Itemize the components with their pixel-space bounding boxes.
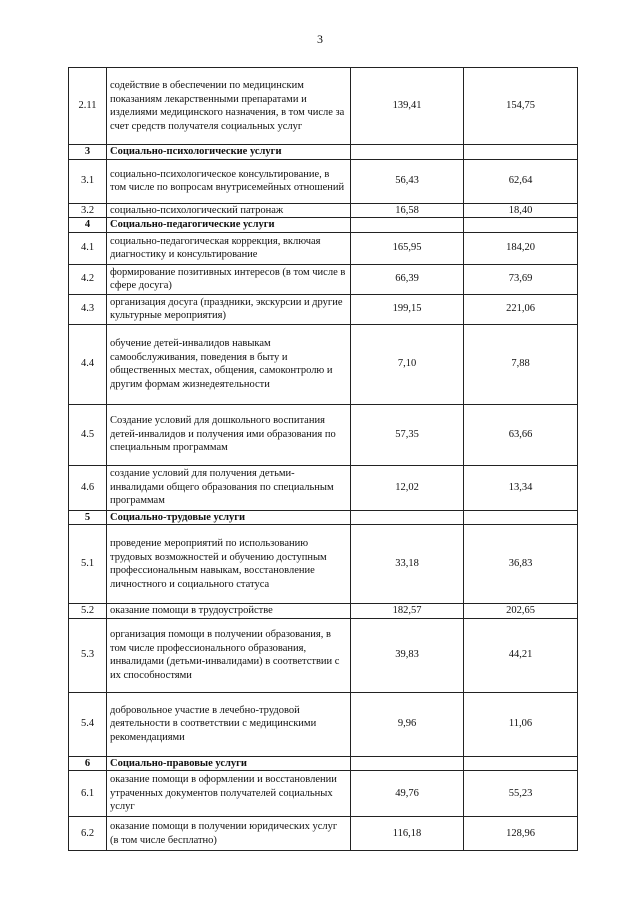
table-row [69, 525, 578, 604]
tariff-value-2: 13,34 [464, 465, 578, 510]
tariff-value-1: 7,10 [351, 324, 464, 404]
tariff-value-1: 116,18 [351, 817, 464, 851]
service-name: социально-психологическое консультирование, в том числе по вопросам внутрисемейных отношений [107, 159, 351, 203]
row-number: 5.4 [69, 692, 107, 756]
tariff-value-2 [464, 756, 578, 771]
tariff-value-1: 66,39 [351, 264, 464, 294]
service-name: оказание помощи в трудоустройстве [107, 604, 351, 619]
service-name: организация помощи в получении образования, в том числе профессионального образования, инвалидами (детьми-инвалидами) в соответствии с их способностями [107, 618, 351, 692]
row-number: 4.4 [69, 324, 107, 404]
section-row [69, 510, 578, 525]
tariff-value-2: 154,75 [464, 68, 578, 145]
service-name: содействие в обеспечении по медицинским показаниям лекарственными препаратами и изделиями медицинского назначения, в том числе за счет средств получателя социальных услуг [107, 68, 351, 145]
table-row [69, 618, 578, 692]
tariff-value-2: 18,40 [464, 203, 578, 218]
tariff-value-2: 184,20 [464, 232, 578, 264]
section-row [69, 756, 578, 771]
tariff-value-1: 9,96 [351, 692, 464, 756]
service-name: формирование позитивных интересов (в том числе в сфере досуга) [107, 264, 351, 294]
tariff-value-2 [464, 145, 578, 160]
tariff-value-1: 56,43 [351, 159, 464, 203]
table-row [69, 232, 578, 264]
row-number: 3 [69, 145, 107, 160]
tariff-value-1 [351, 756, 464, 771]
tariff-value-2: 63,66 [464, 404, 578, 465]
tariff-value-2: 128,96 [464, 817, 578, 851]
row-number: 4.1 [69, 232, 107, 264]
row-number: 3.2 [69, 203, 107, 218]
tariff-value-1: 33,18 [351, 525, 464, 604]
row-number: 6.2 [69, 817, 107, 851]
service-name: проведение мероприятий по использованию трудовых возможностей и обучению доступным профессиональным навыкам, восстановление личностного и социального статуса [107, 525, 351, 604]
service-name: социально-педагогическая коррекция, включая диагностику и консультирование [107, 232, 351, 264]
tariff-value-2: 7,88 [464, 324, 578, 404]
row-number: 6.1 [69, 771, 107, 817]
service-name: Создание условий для дошкольного воспитания детей-инвалидов и получения ими образования по специальным программам [107, 404, 351, 465]
tariff-value-1: 49,76 [351, 771, 464, 817]
tariff-value-2: 44,21 [464, 618, 578, 692]
table-row [69, 294, 578, 324]
row-number: 5.1 [69, 525, 107, 604]
tariff-value-1: 139,41 [351, 68, 464, 145]
tariff-value-2: 73,69 [464, 264, 578, 294]
section-title: Социально-педагогические услуги [107, 218, 351, 233]
tariff-value-1: 16,58 [351, 203, 464, 218]
tariff-value-1: 199,15 [351, 294, 464, 324]
table-row [69, 159, 578, 203]
tariff-value-1: 57,35 [351, 404, 464, 465]
row-number: 4 [69, 218, 107, 233]
tariff-value-2: 62,64 [464, 159, 578, 203]
section-title: Социально-трудовые услуги [107, 510, 351, 525]
tariff-value-1 [351, 510, 464, 525]
section-title: Социально-правовые услуги [107, 756, 351, 771]
tariff-value-2: 221,06 [464, 294, 578, 324]
row-number: 3.1 [69, 159, 107, 203]
row-number: 6 [69, 756, 107, 771]
row-number: 4.6 [69, 465, 107, 510]
service-name: создание условий для получения детьми-инвалидами общего образования по специальным программам [107, 465, 351, 510]
tariff-value-2: 202,65 [464, 604, 578, 619]
section-title: Социально-психологические услуги [107, 145, 351, 160]
table-row [69, 404, 578, 465]
tariff-value-2: 36,83 [464, 525, 578, 604]
row-number: 4.3 [69, 294, 107, 324]
table-row [69, 264, 578, 294]
row-number: 5.2 [69, 604, 107, 619]
tariff-value-1: 12,02 [351, 465, 464, 510]
table-row [69, 817, 578, 851]
table-row [69, 68, 578, 145]
row-number: 2.11 [69, 68, 107, 145]
service-name: оказание помощи в получении юридических услуг (в том числе бесплатно) [107, 817, 351, 851]
tariff-value-1 [351, 218, 464, 233]
service-name: обучение детей-инвалидов навыкам самообслуживания, поведения в быту и общественных местах, общения, самоконтролю и другим формам жизнедеятельности [107, 324, 351, 404]
row-number: 4.2 [69, 264, 107, 294]
tariff-value-1 [351, 145, 464, 160]
service-name: добровольное участие в лечебно-трудовой деятельности в соответствии с медицинскими рекомендациями [107, 692, 351, 756]
services-tariff-table [68, 67, 578, 851]
table-row [69, 604, 578, 619]
page-number: 3 [317, 32, 323, 46]
tariff-value-2: 55,23 [464, 771, 578, 817]
section-row [69, 218, 578, 233]
tariff-value-1: 165,95 [351, 232, 464, 264]
table-row [69, 771, 578, 817]
tariff-value-1: 39,83 [351, 618, 464, 692]
service-name: оказание помощи в оформлении и восстановлении утраченных документов получателей социальных услуг [107, 771, 351, 817]
tariff-value-1: 182,57 [351, 604, 464, 619]
tariff-value-2 [464, 510, 578, 525]
row-number: 4.5 [69, 404, 107, 465]
tariff-value-2: 11,06 [464, 692, 578, 756]
row-number: 5.3 [69, 618, 107, 692]
service-name: социально-психологический патронаж [107, 203, 351, 218]
section-row [69, 145, 578, 160]
row-number: 5 [69, 510, 107, 525]
table-row [69, 465, 578, 510]
service-name: организация досуга (праздники, экскурсии и другие культурные мероприятия) [107, 294, 351, 324]
table-row [69, 324, 578, 404]
tariff-value-2 [464, 218, 578, 233]
table-row [69, 203, 578, 218]
table-row [69, 692, 578, 756]
